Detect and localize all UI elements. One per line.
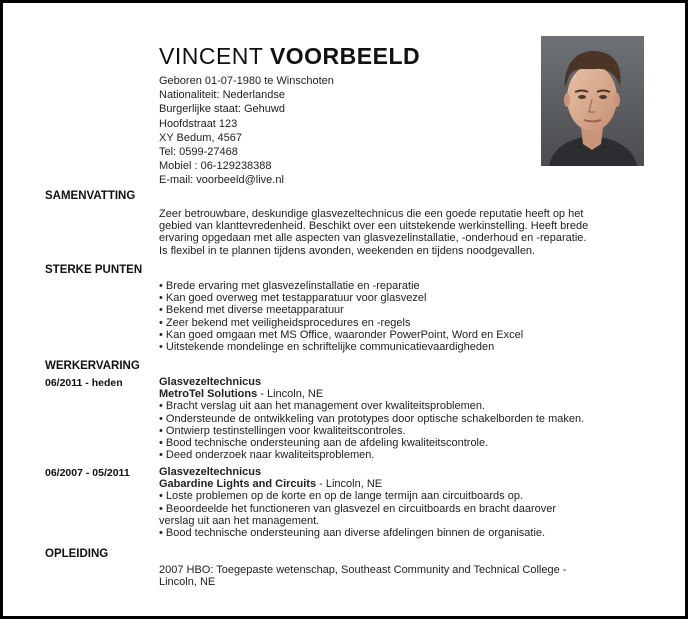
job-bullet: • Bracht verslag uit aan het management over kwaliteitsproblemen. xyxy=(159,400,486,413)
marital-status: Burgerlijke staat: Gehuwd xyxy=(159,103,285,116)
job-dates: 06/2007 - 05/2011 xyxy=(45,467,130,479)
first-name: VINCENT xyxy=(159,43,264,69)
education-line: 2007 HBO: Toegepaste wetenschap, Southeast Community and Technical College - xyxy=(159,564,567,576)
job-bullet: • Ontwierp testinstellingen voor kwaliteitscontroles. xyxy=(159,424,406,437)
summary-heading: SAMENVATTING xyxy=(45,190,136,202)
portrait-illustration xyxy=(541,36,644,166)
education-text xyxy=(159,564,566,588)
contact-details xyxy=(159,74,334,188)
job-company-line xyxy=(159,388,584,400)
job-company-line xyxy=(159,478,556,490)
job-title: Glasvezeltechnicus xyxy=(159,466,262,478)
postal-city: XY Bedum, 4567 xyxy=(159,131,242,144)
nationality: Nationaliteit: Nederlandse xyxy=(159,89,285,102)
job-dates: 06/2011 - heden xyxy=(45,377,123,389)
job-bullet: • Beoordeelde het functioneren van glasvezel en circuitboards en bracht daarover xyxy=(159,502,557,515)
job-entry xyxy=(159,376,584,461)
company-location: - Lincoln, NE xyxy=(316,478,383,491)
job-bullet: • Deed onderzoek naar kwaliteitsproblemen. xyxy=(159,449,375,462)
summary-line: ervaring opgedaan met alle aspecten van glasvezelinstallatie, -onderhoud en -reparatie. xyxy=(159,232,587,245)
job-bullet: verslag uit aan het management. xyxy=(159,514,320,527)
strength-item: • Brede ervaring met glasvezelinstallatie en -reparatie xyxy=(159,280,420,292)
education-line: Lincoln, NE xyxy=(159,576,216,589)
summary-line: gebied van klanttevredenheid. Beschikt over een uitstekende werkinstelling. Heeft brede xyxy=(159,220,589,233)
strength-item: • Bekend met diverse meetapparatuur xyxy=(159,304,344,317)
profile-photo xyxy=(541,36,644,166)
email: E-mail: voorbeeld@live.nl xyxy=(159,174,284,187)
phone: Tel: 0599-27468 xyxy=(159,146,238,159)
birth-info: Geboren 01-07-1980 te Winschoten xyxy=(159,75,334,87)
experience-heading: WERKERVARING xyxy=(45,360,140,372)
strengths-heading: STERKE PUNTEN xyxy=(45,264,143,276)
summary-line: Is flexibel in te plannen tijdens avonden, weekenden en tijdens noodgevallen. xyxy=(159,244,536,257)
job-entry xyxy=(159,466,556,539)
job-title: Glasvezeltechnicus xyxy=(159,376,262,388)
company-location: - Lincoln, NE xyxy=(257,388,324,401)
job-bullet: • Bood technische ondersteuning aan de afdeling kwaliteitscontrole. xyxy=(159,437,489,450)
last-name: VOORBEELD xyxy=(269,43,421,69)
job-bullet: • Loste problemen op de korte en op de lange termijn aan circuitboards op. xyxy=(159,490,524,503)
strength-item: • Kan goed omgaan met MS Office, waaronder PowerPoint, Word en Excel xyxy=(159,328,524,341)
street-address: Hoofdstraat 123 xyxy=(159,117,238,130)
company-name: MetroTel Solutions xyxy=(159,388,258,401)
strength-item: • Kan goed overweg met testapparatuur voor glasvezel xyxy=(159,292,427,305)
strengths-list xyxy=(159,280,523,353)
company-name: Gabardine Lights and Circuits xyxy=(159,478,317,491)
strength-item: • Uitstekende mondelinge en schriftelijke communicatievaardigheden xyxy=(159,341,495,354)
job-bullet: • Bood technische ondersteuning aan diverse afdelingen binnen de organisatie. xyxy=(159,527,546,540)
education-heading: OPLEIDING xyxy=(45,548,109,560)
mobile: Mobiel : 06-129238388 xyxy=(159,160,272,173)
summary-text xyxy=(159,208,588,257)
candidate-name xyxy=(159,43,420,70)
strength-item: • Zeer bekend met veiligheidsprocedures en -regels xyxy=(159,316,411,329)
summary-line: Zeer betrouwbare, deskundige glasvezeltechnicus die een goede reputatie heeft op het xyxy=(159,208,584,220)
job-bullet: • Ondersteunde de ontwikkeling van prototypes door optische schakelborden te maken. xyxy=(159,412,585,425)
